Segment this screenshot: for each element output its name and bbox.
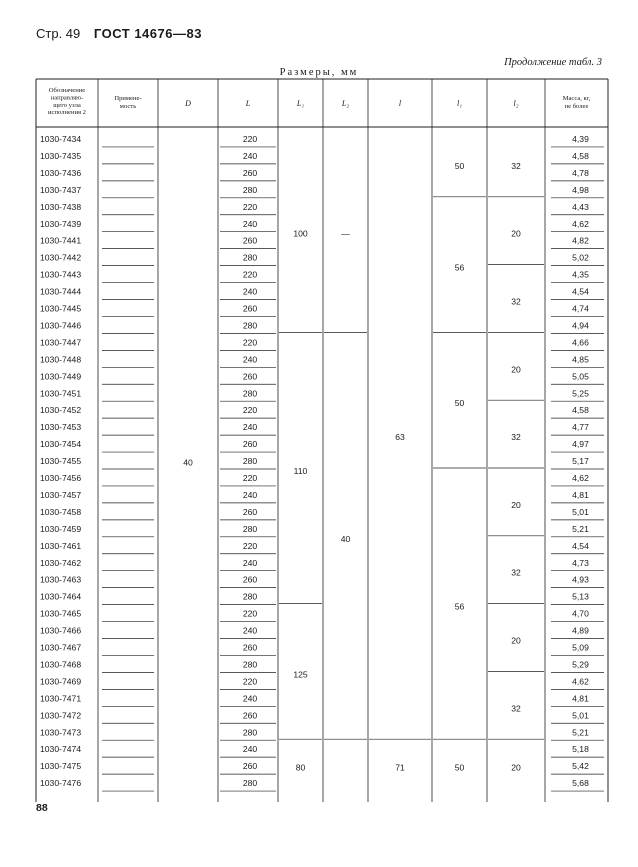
- row-length: 260: [242, 235, 258, 246]
- row-mass: 5,29: [572, 659, 589, 670]
- row-designation: 1030-7439: [40, 218, 82, 229]
- row-length: 240: [242, 286, 258, 297]
- span-l1: 100: [293, 228, 308, 239]
- row-mass: 5,01: [572, 506, 589, 517]
- row-mass: 4,74: [572, 303, 589, 314]
- row-designation: 1030-7455: [40, 456, 82, 467]
- row-mass: 5,17: [572, 456, 589, 467]
- row-mass: 5,68: [572, 778, 589, 789]
- row-length: 280: [242, 778, 258, 789]
- span-l2: 20: [511, 762, 521, 773]
- span-l1: 56: [454, 262, 465, 273]
- span-l1: 56: [454, 601, 465, 612]
- row-mass: 4,82: [572, 235, 589, 246]
- row-length: 240: [242, 744, 258, 755]
- row-designation: 1030-7443: [40, 269, 82, 280]
- row-designation: 1030-7436: [40, 167, 82, 178]
- row-length: 220: [242, 269, 258, 280]
- row-mass: 4,54: [572, 286, 589, 297]
- row-mass: 4,39: [572, 134, 589, 144]
- row-mass: 4,89: [572, 625, 589, 636]
- row-length: 280: [242, 659, 258, 670]
- row-length: 260: [242, 371, 258, 382]
- row-length: 220: [242, 405, 258, 416]
- row-mass: 5,01: [572, 710, 589, 721]
- row-designation: 1030-7437: [40, 184, 82, 195]
- row-designation: 1030-7472: [40, 710, 82, 721]
- row-length: 260: [242, 710, 258, 721]
- row-mass: 4,85: [572, 354, 589, 365]
- row-mass: 5,13: [572, 591, 589, 602]
- row-length: 220: [242, 608, 258, 619]
- header-l: L: [245, 99, 251, 108]
- row-designation: 1030-7446: [40, 320, 82, 331]
- row-length: 280: [242, 252, 258, 263]
- span-l1: 50: [454, 160, 465, 171]
- row-length: 220: [242, 134, 258, 144]
- span-l1: 125: [293, 669, 308, 680]
- row-mass: 4,35: [572, 269, 589, 280]
- header-mass: не более: [564, 103, 589, 110]
- row-designation: 1030-7435: [40, 150, 82, 161]
- row-designation: 1030-7462: [40, 557, 82, 568]
- row-mass: 5,02: [572, 252, 589, 263]
- row-length: 280: [242, 591, 258, 602]
- span-l2: —: [341, 228, 350, 239]
- row-designation: 1030-7444: [40, 286, 82, 297]
- page-label: Стр. 49: [36, 26, 81, 41]
- row-mass: 4,43: [572, 201, 589, 212]
- row-length: 260: [242, 167, 258, 178]
- row-mass: 4,54: [572, 540, 589, 551]
- span-l1: 110: [293, 466, 308, 476]
- span-l2: 20: [511, 364, 521, 375]
- span-l2: 32: [511, 432, 521, 443]
- row-mass: 4,62: [572, 473, 589, 483]
- row-mass: 4,93: [572, 574, 589, 585]
- row-length: 220: [242, 201, 258, 212]
- row-designation: 1030-7449: [40, 371, 82, 382]
- header-applicability: Примене-: [114, 95, 142, 102]
- row-mass: 4,78: [572, 167, 589, 178]
- row-length: 220: [242, 676, 258, 687]
- header-d: D: [185, 99, 191, 108]
- row-length: 220: [242, 540, 258, 551]
- row-designation: 1030-7461: [40, 540, 82, 551]
- row-designation: 1030-7457: [40, 489, 82, 500]
- row-length: 260: [242, 761, 258, 772]
- row-mass: 5,09: [572, 642, 589, 653]
- span-l2: 20: [511, 228, 521, 239]
- span-l1: 80: [295, 762, 306, 773]
- row-length: 220: [242, 473, 258, 483]
- row-length: 260: [242, 303, 258, 314]
- row-length: 260: [242, 439, 258, 450]
- row-designation: 1030-7448: [40, 354, 82, 365]
- row-mass: 4,81: [572, 693, 589, 704]
- span-l2: 40: [340, 533, 351, 544]
- row-designation: 1030-7469: [40, 676, 82, 687]
- row-length: 280: [242, 456, 258, 467]
- row-designation: 1030-7465: [40, 608, 82, 619]
- header-l1: l₁: [456, 99, 463, 108]
- row-mass: 4,81: [572, 489, 589, 500]
- dimensions-caption: Размеры, мм: [279, 67, 359, 78]
- row-designation: 1030-7438: [40, 201, 82, 212]
- span-l2: 32: [511, 567, 521, 578]
- row-length: 240: [242, 489, 258, 500]
- gost-number: ГОСТ 14676—83: [93, 26, 202, 41]
- table-continuation-note: Продолжение табл. 3: [504, 57, 602, 68]
- span-l2: 20: [511, 499, 521, 510]
- page-number: 88: [36, 802, 48, 814]
- row-length: 240: [242, 693, 258, 704]
- row-mass: 4,66: [572, 337, 589, 348]
- row-mass: 4,58: [572, 150, 589, 161]
- row-designation: 1030-7471: [40, 693, 82, 704]
- row-designation: 1030-7453: [40, 422, 82, 433]
- header-designation: направляю-: [50, 94, 84, 102]
- row-designation: 1030-7466: [40, 625, 82, 636]
- row-designation: 1030-7434: [40, 134, 82, 144]
- row-mass: 4,62: [572, 218, 589, 229]
- row-mass: 5,21: [572, 727, 589, 738]
- row-length: 240: [242, 625, 258, 636]
- span-l1: 50: [454, 398, 465, 409]
- header-l2: l₂: [513, 99, 519, 108]
- row-mass: 5,25: [572, 388, 589, 399]
- span-l: 71: [395, 762, 405, 773]
- row-mass: 5,05: [572, 371, 589, 382]
- row-mass: 4,70: [572, 608, 589, 619]
- row-designation: 1030-7474: [40, 744, 82, 755]
- row-length: 260: [242, 642, 258, 653]
- row-length: 240: [242, 150, 258, 161]
- row-mass: 4,94: [572, 320, 589, 331]
- span-l1: 50: [454, 762, 465, 773]
- header-applicability: мость: [119, 103, 137, 110]
- row-designation: 1030-7468: [40, 659, 82, 670]
- row-length: 240: [242, 557, 258, 568]
- header-designation: щего узла: [53, 101, 81, 109]
- row-length: 260: [242, 506, 258, 517]
- row-length: 240: [242, 354, 258, 365]
- row-designation: 1030-7464: [40, 591, 82, 602]
- row-designation: 1030-7441: [40, 235, 82, 246]
- row-mass: 4,73: [572, 557, 589, 568]
- row-designation: 1030-7475: [40, 761, 82, 772]
- row-length: 240: [242, 422, 258, 433]
- row-mass: 5,18: [572, 744, 589, 755]
- row-designation: 1030-7476: [40, 778, 82, 789]
- row-length: 280: [242, 388, 258, 399]
- row-designation: 1030-7456: [40, 473, 82, 483]
- row-designation: 1030-7451: [40, 388, 82, 399]
- row-length: 240: [242, 218, 258, 229]
- row-designation: 1030-7442: [40, 252, 82, 263]
- row-length: 280: [242, 320, 258, 331]
- row-length: 280: [242, 184, 258, 195]
- header-l: l: [398, 99, 402, 108]
- span-l2: 32: [511, 296, 521, 307]
- row-mass: 4,58: [572, 405, 589, 416]
- row-designation: 1030-7463: [40, 574, 82, 585]
- span-d: 40: [183, 457, 193, 468]
- row-designation: 1030-7473: [40, 727, 82, 738]
- span-l2: 32: [511, 160, 521, 171]
- span-l2: 32: [511, 703, 521, 714]
- row-mass: 4,62: [572, 676, 589, 687]
- span-l2: 20: [511, 635, 521, 646]
- header-designation: исполнения 2: [48, 109, 86, 117]
- row-length: 260: [242, 574, 258, 585]
- header-l2: L₂: [341, 99, 350, 108]
- header-mass: Масса, кг,: [562, 95, 591, 102]
- row-length: 280: [242, 523, 258, 534]
- row-designation: 1030-7447: [40, 337, 82, 348]
- row-designation: 1030-7458: [40, 506, 82, 517]
- row-designation: 1030-7454: [40, 439, 82, 450]
- header-l1: L₁: [296, 99, 305, 108]
- row-length: 220: [242, 337, 258, 348]
- row-mass: 5,21: [572, 523, 589, 534]
- row-designation: 1030-7452: [40, 405, 82, 416]
- row-mass: 4,97: [572, 439, 589, 450]
- header-designation: Обозначение: [48, 87, 86, 94]
- row-designation: 1030-7445: [40, 303, 82, 314]
- span-l: 63: [395, 432, 405, 443]
- row-length: 280: [242, 727, 258, 738]
- row-designation: 1030-7459: [40, 523, 82, 534]
- row-designation: 1030-7467: [40, 642, 82, 653]
- row-mass: 4,77: [572, 422, 589, 433]
- row-mass: 4,98: [572, 184, 589, 195]
- row-mass: 5,42: [572, 761, 589, 772]
